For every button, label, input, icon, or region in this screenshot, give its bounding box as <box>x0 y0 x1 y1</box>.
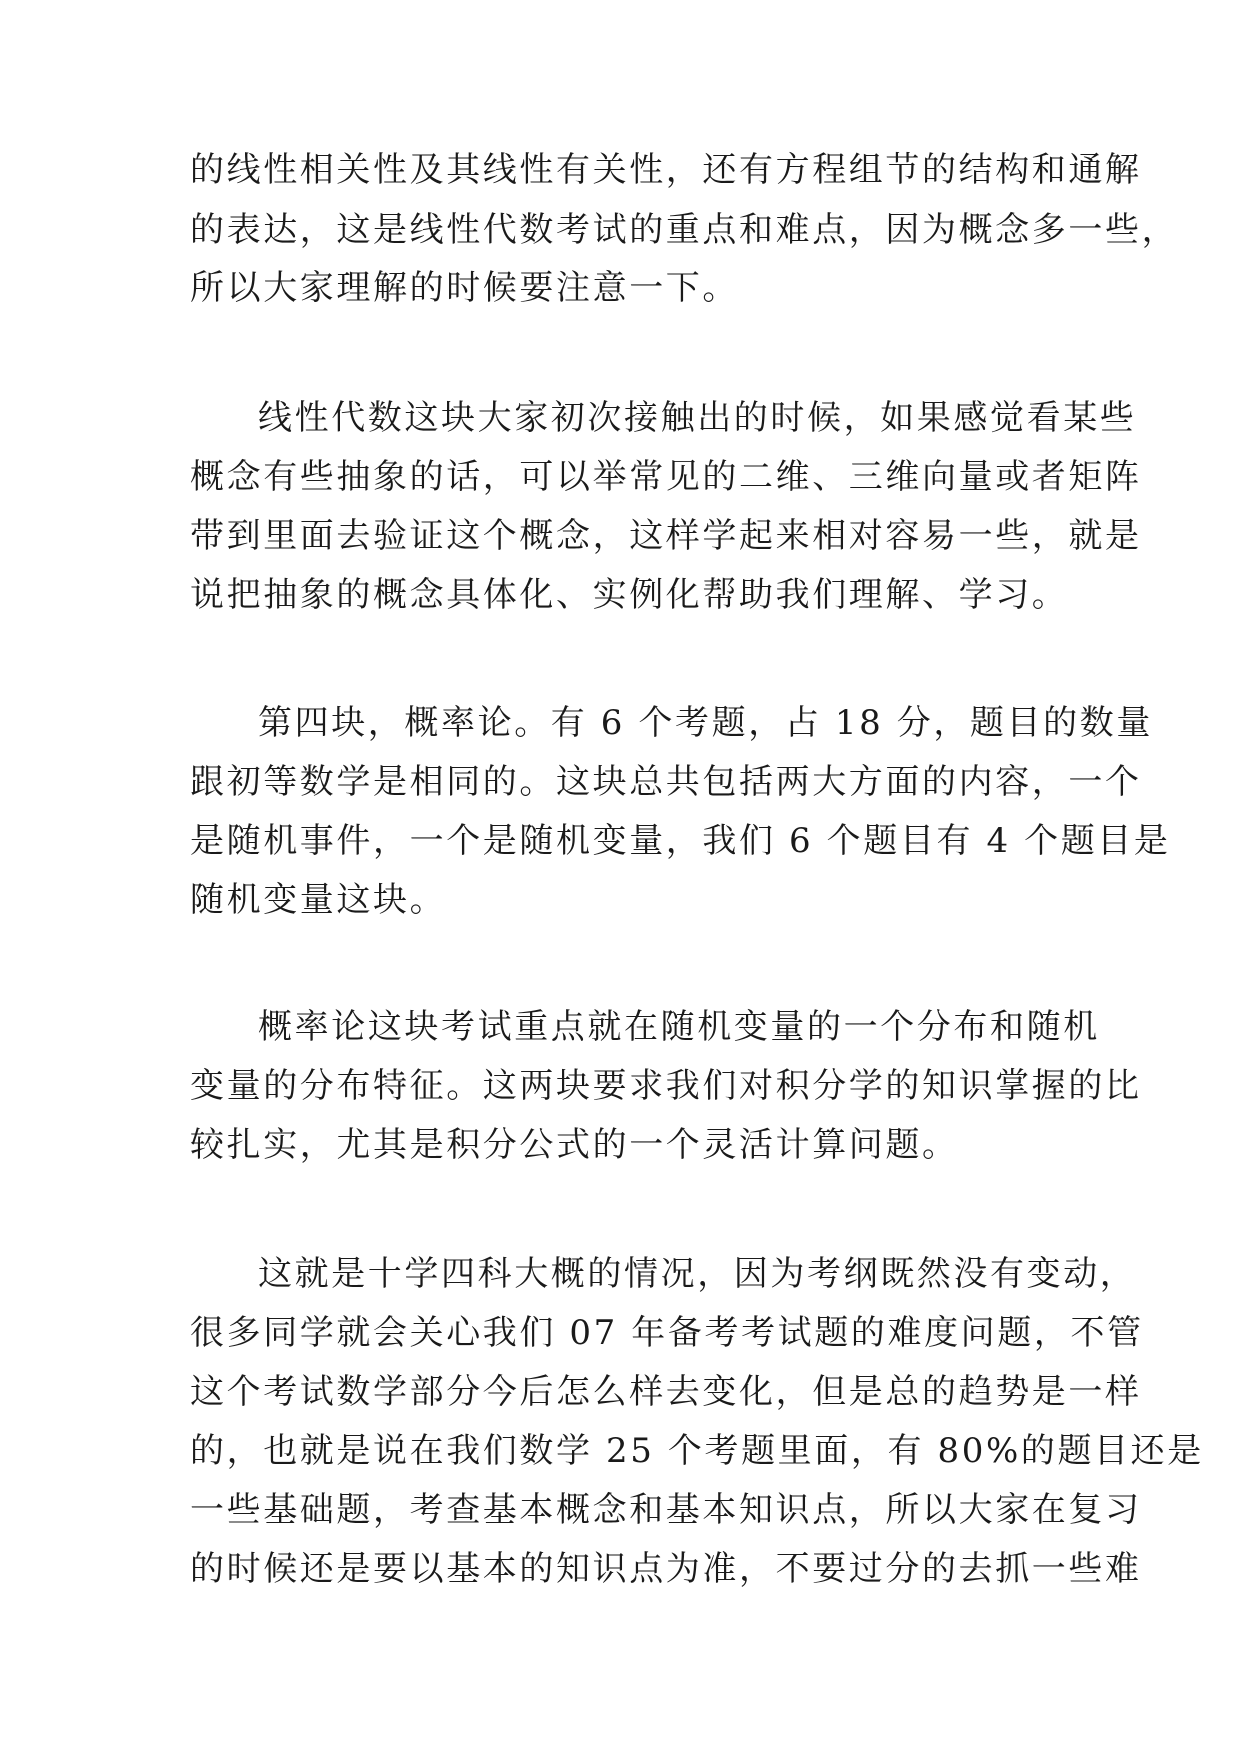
paragraph-line: 这个考试数学部分今后怎么样去变化，但是总的趋势是一样 <box>190 1372 1142 1412</box>
paragraph-line: 第四块，概率论。有 6 个考题，占 18 分，题目的数量 <box>258 703 1153 743</box>
paragraph-line: 的表达，这是线性代数考试的重点和难点，因为概念多一些， <box>190 210 1179 250</box>
paragraph-line: 说把抽象的概念具体化、实例化帮助我们理解、学习。 <box>190 575 1069 615</box>
paragraph-line: 较扎实，尤其是积分公式的一个灵活计算问题。 <box>190 1125 959 1165</box>
paragraph-line: 线性代数这块大家初次接触出的时候，如果感觉看某些 <box>258 398 1137 438</box>
paragraph-line: 的，也就是说在我们数学 25 个考题里面，有 80%的题目还是 <box>190 1431 1204 1471</box>
paragraph-line: 跟初等数学是相同的。这块总共包括两大方面的内容，一个 <box>190 762 1142 802</box>
paragraph-line: 概率论这块考试重点就在随机变量的一个分布和随机 <box>258 1007 1100 1047</box>
paragraph-line: 的时候还是要以基本的知识点为准，不要过分的去抓一些难 <box>190 1549 1142 1589</box>
paragraph-line: 这就是十学四科大概的情况，因为考纲既然没有变动， <box>258 1254 1137 1294</box>
paragraph-line: 很多同学就会关心我们 07 年备考考试题的难度问题，不管 <box>190 1313 1144 1353</box>
paragraph-line: 带到里面去验证这个概念，这样学起来相对容易一些，就是 <box>190 516 1142 556</box>
paragraph-line: 随机变量这块。 <box>190 880 447 920</box>
paragraph-line: 的线性相关性及其线性有关性，还有方程组节的结构和通解 <box>190 150 1142 190</box>
paragraph-line: 是随机事件，一个是随机变量，我们 6 个题目有 4 个题目是 <box>190 821 1171 861</box>
paragraph-line: 概念有些抽象的话，可以举常见的二维、三维向量或者矩阵 <box>190 457 1142 497</box>
paragraph-line: 一些基础题，考查基本概念和基本知识点，所以大家在复习 <box>190 1490 1142 1530</box>
paragraph-line: 变量的分布特征。这两块要求我们对积分学的知识掌握的比 <box>190 1066 1142 1106</box>
paragraph-line: 所以大家理解的时候要注意一下。 <box>190 268 739 308</box>
